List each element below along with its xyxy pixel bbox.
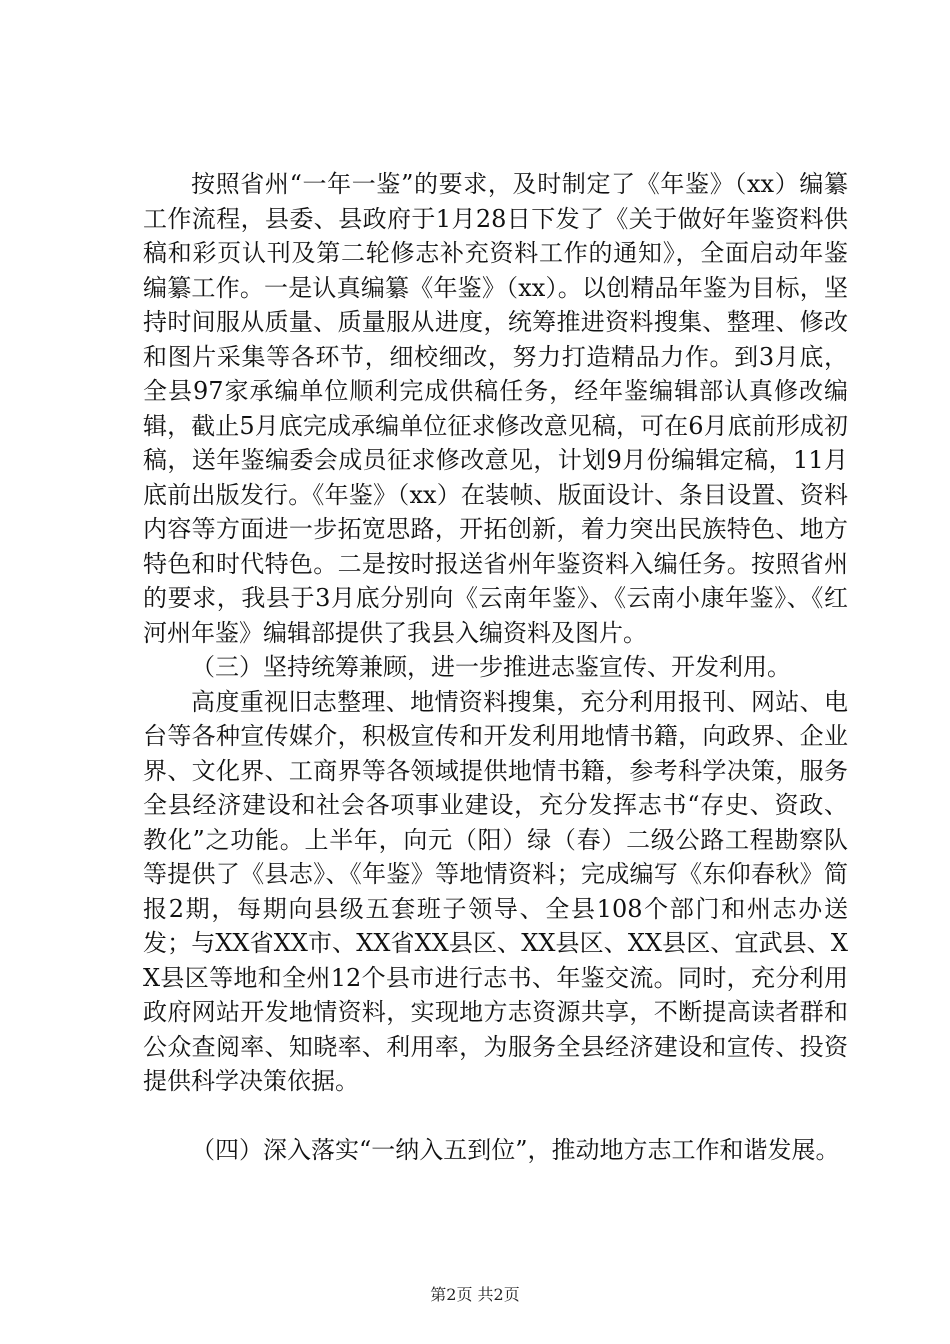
section-heading-4: （四）深入落实“一纳入五到位”，推动地方志工作和谐发展。 [191, 1135, 840, 1164]
page-number-footer: 第2页 共2页 [430, 1285, 520, 1304]
paragraph-yearbook-compilation: 按照省州“一年一鉴”的要求，及时制定了《年鉴》（xx）编纂工作流程，县委、县政府于1月28日下发了《关于做好年鉴资料供稿和彩页认刊及第二轮修志补充资料工作的通知》，全面启动年鉴编纂工作。一是认真编纂《年鉴》（xx）。以创精品年鉴为目标，坚持时间服从质量、质量服从进度，统筹推进资料搜集、整理、修改和图片采集等各环节，细校细改，努力打造精品力作。到3月底，全县97家承编单位顺利完成供稿任务，经年鉴编辑部认真修改编辑，截止5月底完成承编单位征求修改意见稿，可在6月底前形成初稿，送年鉴编委会成员征求修改意见，计划9月份编辑定稿，11月底前出版发行。《年鉴》（xx）在装帧、版面设计、条目设置、资料内容等方面进一步拓宽思路，开拓创新，着力突出民族特色、地方特色和时代特色。二是按时报送省州年鉴资料入编任务。按照省州的要求，我县于3月底分别向《云南年鉴》、《云南小康年鉴》、《红河州年鉴》编辑部提供了我县入编资料及图片。 [143, 170, 848, 647]
paragraph-promotion-utilization: 高度重视旧志整理、地情资料搜集，充分利用报刊、网站、电台等各种宣传媒介，积极宣传和开发利用地情书籍，向政界、企业界、文化界、工商界等各领域提供地情书籍，参考科学决策，服务全县经济建设和社会各项事业建设，充分发挥志书“存史、资政、教化”之功能。上半年，向元（阳）绿（春）二级公路工程勘察队等提供了《县志》、《年鉴》等地情资料；完成编写《东仰春秋》简报2期，每期向县级五套班子领导、全县108个部门和州志办送发；与XX省XX市、XX省XX县区、XX县区、XX县区、宜武县、XX县区等地和全州12个县市进行志书、年鉴交流。同时，充分利用政府网站开发地情资料，实现地方志资源共享，不断提高读者群和公众查阅率、知晓率、利用率，为服务全县经济建设和宣传、投资提供科学决策依据。 [143, 687, 848, 1095]
section-heading-3: （三）坚持统筹兼顾，进一步推进志鉴宣传、开发利用。 [191, 653, 791, 681]
document-body [143, 167, 848, 1167]
